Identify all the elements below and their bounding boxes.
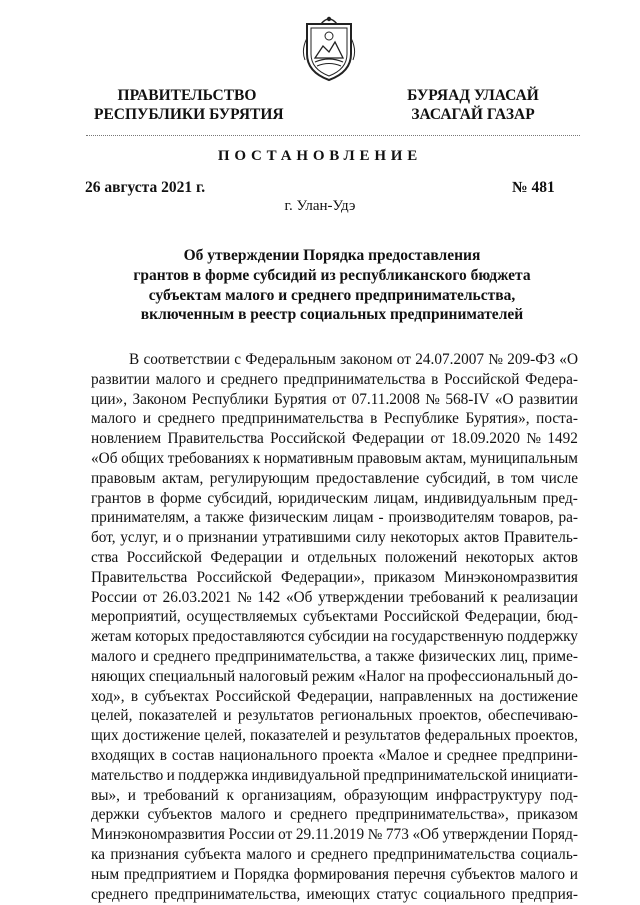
body-line: Правительства Российской Федерации», приказом Минэкономразвития <box>91 568 578 586</box>
body-line: развитии малого и среднего предпринимательства в Российской Федера- <box>91 370 578 388</box>
coat-of-arms-icon <box>301 14 357 82</box>
header-right-line: БУРЯАД УЛАСАЙ <box>407 87 539 104</box>
body-line: малого и среднего предпринимательства, а также физических лиц, приме- <box>91 647 578 665</box>
body-line: России от 26.03.2021 № 142 «Об утверждении требований к реализации <box>91 588 578 606</box>
body-line: ции», Законом Республики Бурятия от 07.11.2008 № 568-IV «О развитии <box>91 390 578 408</box>
body-paragraph <box>91 350 578 904</box>
body-line: «Об общих требованиях к нормативным правовым актам, муниципальным <box>91 449 578 467</box>
body-line: бот, услуг, и о признании утратившими силу некоторых актов Правитель- <box>91 529 578 547</box>
body-line: вы», и требований к организациям, образующим инфраструктуру под- <box>91 786 578 804</box>
header-left-line: ПРАВИТЕЛЬСТВО <box>117 87 257 104</box>
header-left-block <box>94 86 284 124</box>
body-line: принимателям, а также физическим лицам - производителям товаров, ра- <box>91 509 578 527</box>
title-line: грантов в форме субсидий из республиканского бюджета <box>133 266 531 284</box>
document-date: 26 августа 2021 г. <box>85 179 206 196</box>
header-right-line: ЗАСАГАЙ ГАЗАР <box>411 106 535 123</box>
document-number: № 481 <box>512 179 555 196</box>
body-line: малого и среднего предпринимательства в Республике Бурятия», поста- <box>91 410 578 428</box>
body-line: щих достижение целей, показателей и результатов федеральных проектов, <box>91 727 578 745</box>
body-line: жетам которых предоставляются субсидии на государственную поддержку <box>91 628 578 646</box>
document-title <box>85 246 579 325</box>
body-line: держки субъектов малого и среднего предпринимательства», приказом <box>91 806 578 824</box>
body-line: ным предприятием и Порядка формирования перечня субъектов малого и <box>91 865 578 883</box>
body-line: новлением Правительства Российской Федерации от 18.09.2020 № 1492 <box>91 430 578 448</box>
document-city: г. Улан-Удэ <box>284 198 356 214</box>
body-line: грантов в форме субсидий, юридическим лицам, индивидуальным пред- <box>91 489 578 507</box>
body-line: ка признания субъекта малого и среднего предпринимательства социаль- <box>91 845 578 863</box>
body-line: среднего предпринимательства, имеющих статус социального предприя- <box>91 885 578 903</box>
header-divider <box>86 135 580 136</box>
body-line: мероприятий, осуществляемых субъектами Российской Федерации, бюд- <box>91 608 578 626</box>
title-line: субъектам малого и среднего предпринимательства, <box>148 286 516 304</box>
body-line: правовым актам, регулирующим предоставление субсидий, в том числе <box>91 469 578 487</box>
body-line: няющих специальный налоговый режим «Налог на профессиональный до- <box>91 667 578 685</box>
body-line: Минэкономразвития России от 29.11.2019 № 773 «Об утверждении Поряд- <box>91 826 578 844</box>
header-left-line: РЕСПУБЛИКИ БУРЯТИЯ <box>94 106 284 123</box>
header-right-block <box>398 86 548 124</box>
body-line: В соответствии с Федеральным законом от 24.07.2007 № 209-ФЗ «О <box>129 351 578 368</box>
document-type-heading: ПОСТАНОВЛЕНИЕ <box>217 148 423 164</box>
body-line: входящих в состав национального проекта «Малое и среднее предприни- <box>91 746 578 764</box>
body-line: целей, показателей и результатов региональных проектов, обеспечиваю- <box>91 707 578 725</box>
body-line: ход», в субъектах Российской Федерации, направленных на достижение <box>91 687 578 705</box>
body-line: мательство и поддержка индивидуальной предпринимательской инициати- <box>91 766 578 784</box>
title-line: включенным в реестр социальных предпринимателей <box>140 306 524 324</box>
body-line: ства Российской Федерации и отдельных положений некоторых актов <box>91 548 578 566</box>
title-line: Об утверждении Порядка предоставления <box>183 247 481 264</box>
